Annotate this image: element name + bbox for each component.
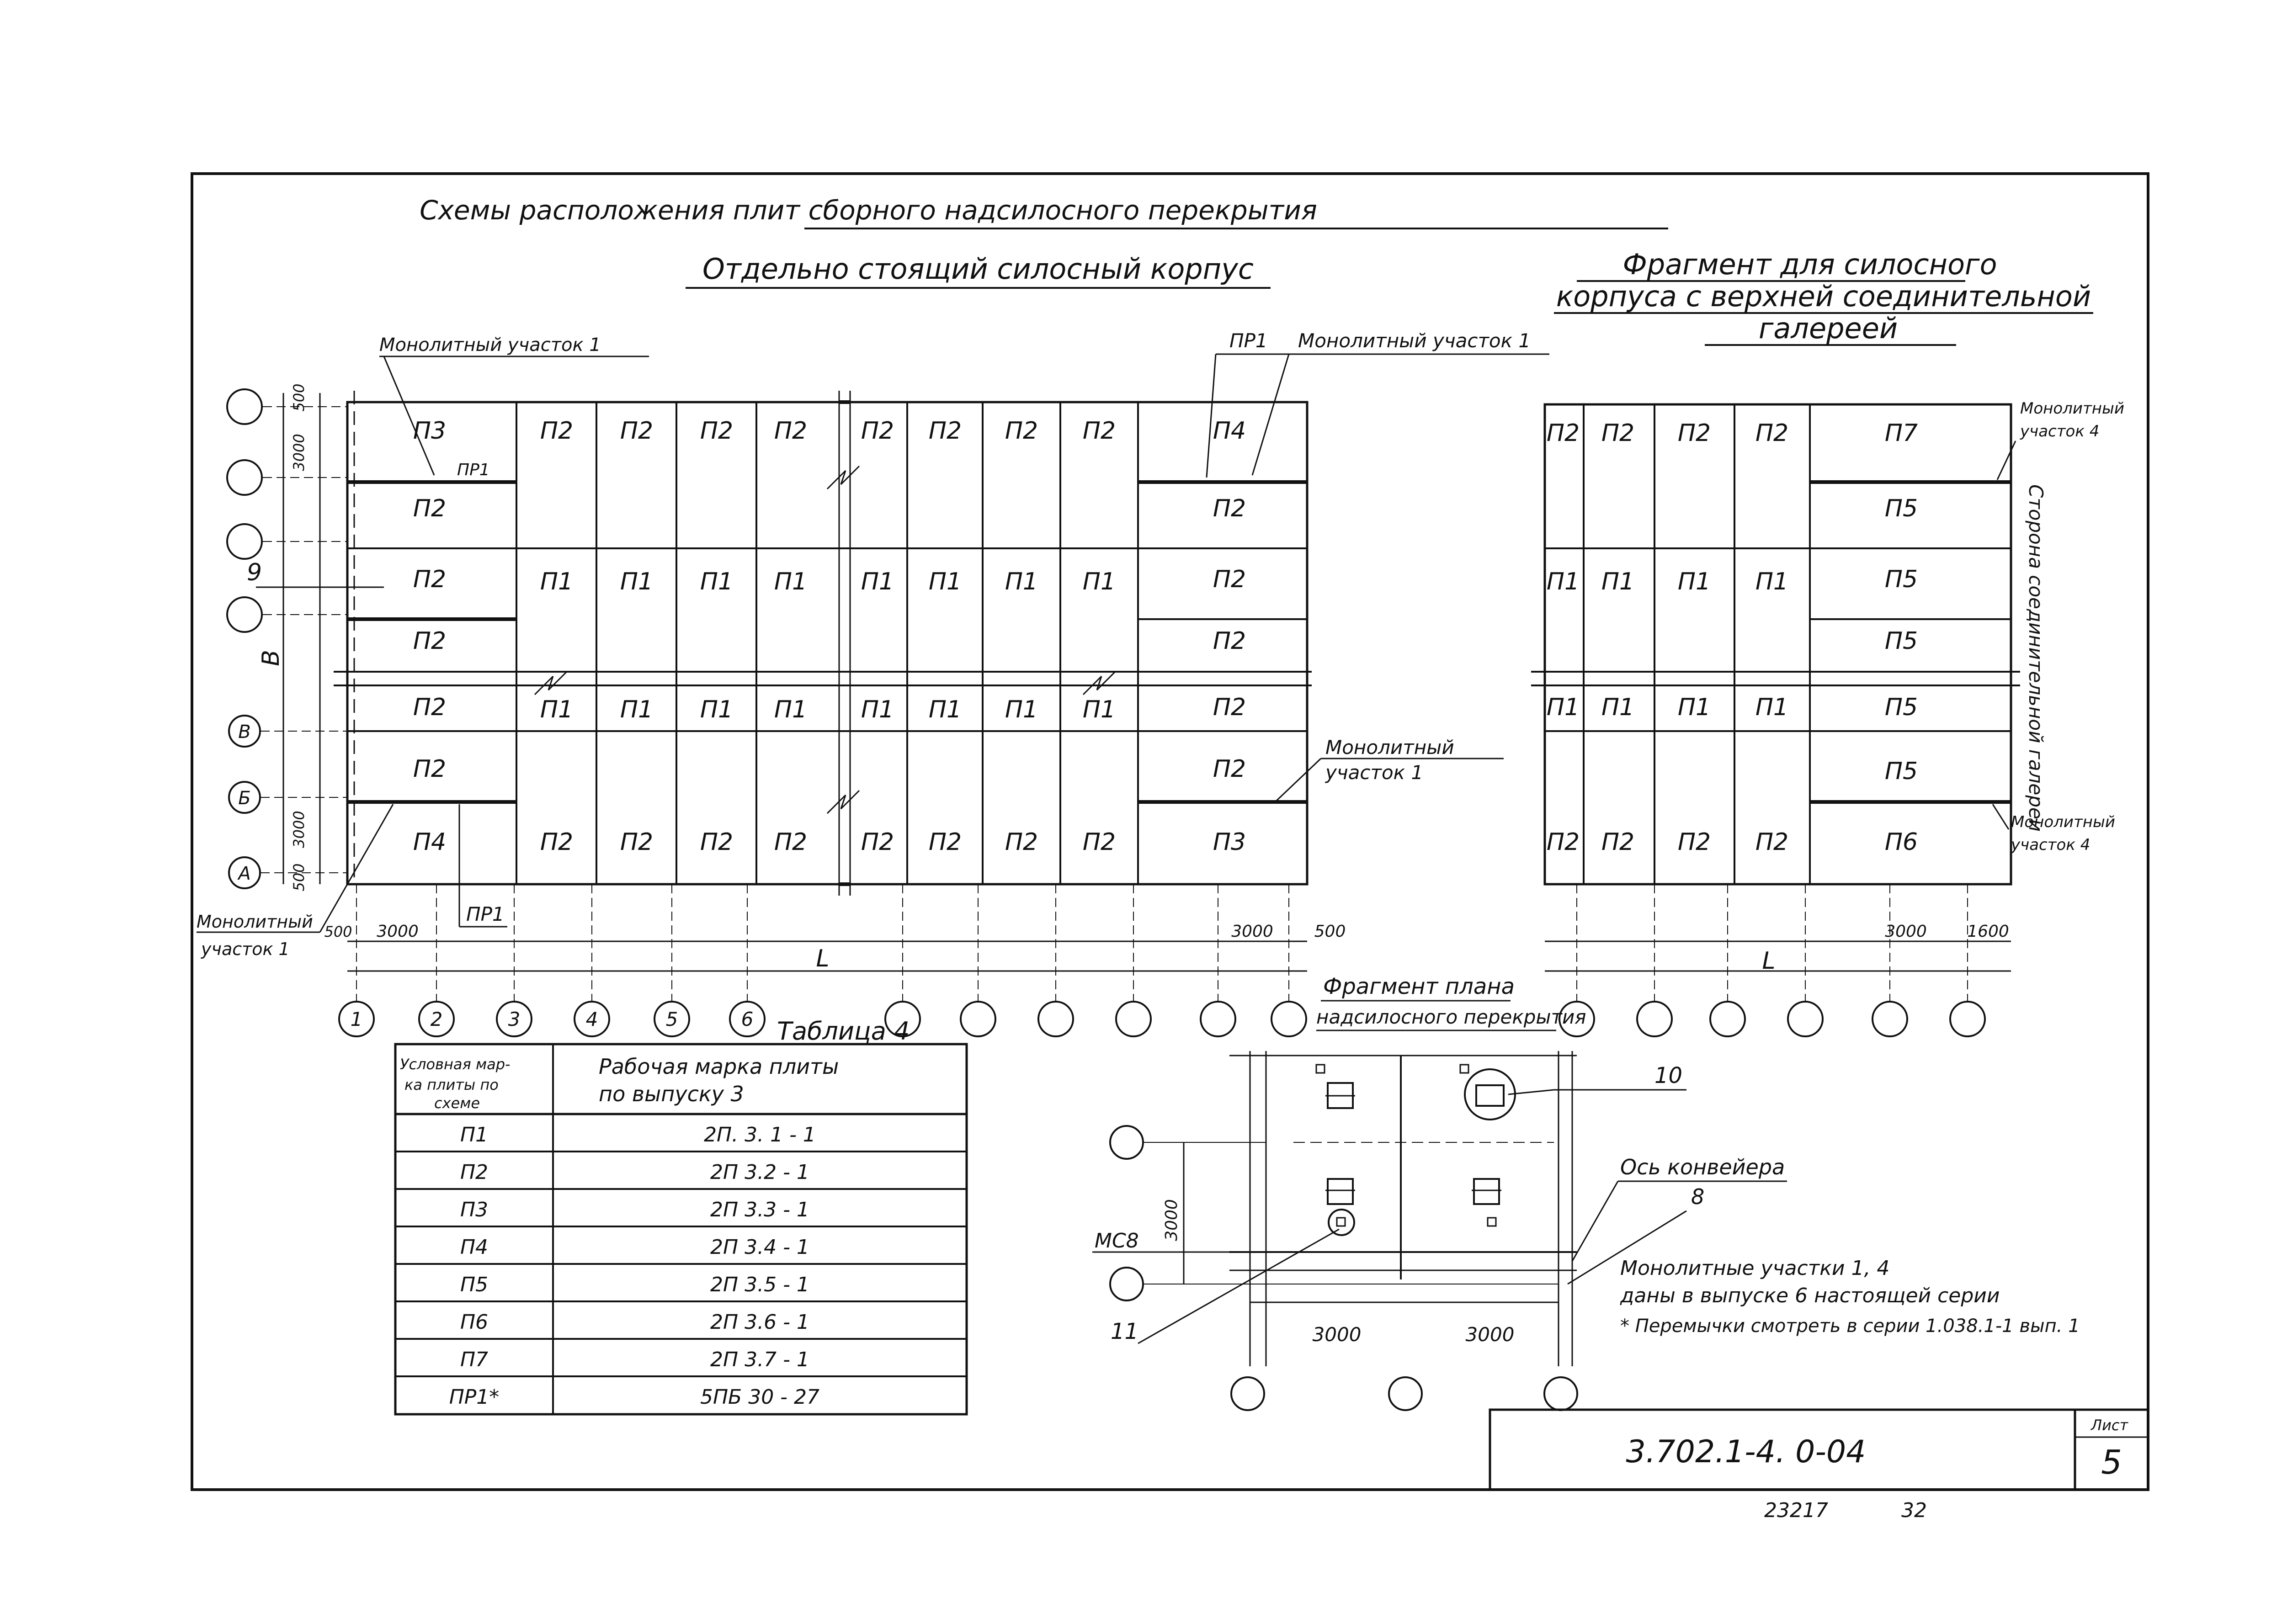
slab-label: П2 bbox=[1082, 828, 1116, 856]
table-cell-work: 2П 3.7 - 1 bbox=[710, 1348, 809, 1371]
axis-circle bbox=[1110, 1268, 1143, 1300]
axis-label: 2 bbox=[430, 1008, 443, 1030]
dim-bottom-right: 1600 bbox=[1967, 922, 2009, 941]
slab-label: П1 bbox=[1082, 568, 1116, 595]
slab-label: П1 bbox=[1546, 568, 1580, 595]
table-cell-work: 5ПБ 30 - 27 bbox=[700, 1385, 820, 1409]
slab-label: П1 bbox=[1601, 568, 1635, 595]
label-10: 10 bbox=[1654, 1063, 1683, 1088]
slab-label: П4 bbox=[413, 828, 447, 856]
slab-label: П5 bbox=[1884, 694, 1918, 721]
pr1-label: ПР1 bbox=[457, 461, 490, 479]
axis-circle bbox=[1110, 1126, 1143, 1159]
callout-monolith-4-top-2: участок 4 bbox=[2020, 422, 2100, 440]
axis-circle bbox=[1544, 1377, 1577, 1410]
axis-label: 3 bbox=[508, 1008, 521, 1030]
table-cell-work: 2П 3.5 - 1 bbox=[710, 1273, 809, 1296]
axis-circle bbox=[227, 524, 262, 559]
slab-label: П2 bbox=[861, 828, 894, 856]
table-cell-work: 2П 3.3 - 1 bbox=[710, 1198, 809, 1221]
right-plan-heading-line1: Фрагмент для силосного bbox=[1622, 248, 1997, 281]
axis-circle bbox=[227, 389, 262, 424]
table-cell-mark: ПР1* bbox=[449, 1385, 500, 1409]
label-L-left: L bbox=[816, 945, 830, 972]
table-header-col1: Условная мар- bbox=[400, 1056, 511, 1073]
axis-circle bbox=[1788, 1002, 1823, 1036]
footer-number: 23217 bbox=[1764, 1499, 1828, 1522]
label-8: 8 bbox=[1691, 1184, 1705, 1209]
axis-circle bbox=[1116, 1002, 1151, 1036]
note-line: * Перемычки смотреть в серии 1.038.1-1 вып. 1 bbox=[1620, 1316, 2080, 1337]
label-11: 11 bbox=[1111, 1319, 1139, 1344]
slab-label: П2 bbox=[1601, 419, 1635, 447]
callout-monolith-mid-right: Монолитный bbox=[1325, 736, 1454, 759]
axis-circle bbox=[1950, 1002, 1985, 1036]
slab-label: П2 bbox=[928, 417, 962, 445]
slab-label: П1 bbox=[700, 696, 734, 723]
slab-label: П4 bbox=[1213, 417, 1246, 445]
slab-label: П3 bbox=[1213, 828, 1246, 856]
table-cell-mark: П2 bbox=[460, 1161, 489, 1184]
drawing-code: 3.702.1-4. 0-04 bbox=[1626, 1434, 1866, 1470]
slab-label: П5 bbox=[1884, 566, 1918, 593]
dim-left: 500 bbox=[290, 383, 308, 412]
label-conveyor-axis: Ось конвейера bbox=[1620, 1155, 1785, 1179]
callout-monolith-bottom-left-2: участок 1 bbox=[201, 939, 290, 959]
note-line: даны в выпуске 6 настоящей серии bbox=[1620, 1284, 2000, 1307]
slab-label: П1 bbox=[774, 696, 808, 723]
axis-circle bbox=[227, 597, 262, 632]
slab-label: П2 bbox=[413, 495, 447, 522]
axis-circle bbox=[961, 1002, 995, 1036]
table-cell-mark: П4 bbox=[460, 1236, 489, 1259]
callout-monolith-mid-right-2: участок 1 bbox=[1325, 761, 1424, 784]
slab-label: П2 bbox=[620, 828, 654, 856]
slab-marks-table bbox=[395, 1017, 967, 1414]
axis-circle bbox=[1710, 1002, 1745, 1036]
table-cell-mark: П3 bbox=[460, 1198, 489, 1221]
table-header-col1: схеме bbox=[434, 1094, 480, 1112]
table-rows bbox=[395, 1123, 967, 1409]
slab-label: П7 bbox=[1884, 419, 1918, 447]
slab-label: П1 bbox=[1546, 694, 1580, 721]
slab-label: П2 bbox=[700, 417, 734, 445]
slab-label: П2 bbox=[774, 417, 808, 445]
dim-left: 3000 bbox=[290, 434, 308, 471]
slab-label: П1 bbox=[1082, 696, 1116, 723]
callout-monolith-top-left: Монолитный участок 1 bbox=[379, 334, 601, 356]
slab-label: П2 bbox=[1601, 828, 1635, 856]
axis-circle bbox=[1389, 1377, 1422, 1410]
gallery-side-label: Сторона соединительной галереи bbox=[2025, 484, 2047, 832]
slab-label: П3 bbox=[413, 417, 447, 445]
dim-bottom: 500 bbox=[324, 923, 352, 940]
sheet-label: Лист bbox=[2091, 1417, 2128, 1434]
callout-monolith-top-right: Монолитный участок 1 bbox=[1298, 329, 1531, 352]
slab-label: П2 bbox=[1213, 627, 1246, 655]
plan-fragment bbox=[1092, 974, 1787, 1410]
slab-label: П1 bbox=[774, 568, 808, 595]
notes bbox=[1620, 1257, 2080, 1337]
right-plan-heading-line2: корпуса с верхней соединительной bbox=[1556, 280, 2091, 313]
slab-label: П2 bbox=[774, 828, 808, 856]
slab-label: П2 bbox=[1677, 419, 1711, 447]
table-header-col2: Рабочая марка плиты bbox=[599, 1054, 839, 1079]
callout-monolith-4-bottom-2: участок 4 bbox=[2011, 836, 2091, 854]
slab-label: П2 bbox=[620, 417, 654, 445]
footer-page: 32 bbox=[1901, 1499, 1927, 1522]
callout-monolith-4-top: Монолитный bbox=[2020, 399, 2124, 418]
slab-label: П2 bbox=[1005, 828, 1038, 856]
slab-label: П1 bbox=[1755, 694, 1789, 721]
slab-label: П1 bbox=[700, 568, 734, 595]
slab-label: П1 bbox=[1677, 568, 1711, 595]
axis-circle bbox=[1271, 1002, 1306, 1036]
table-caption: Таблица 4 bbox=[777, 1017, 910, 1046]
slab-label: П1 bbox=[928, 568, 962, 595]
title-block bbox=[1490, 1410, 2148, 1490]
label-b-span: В bbox=[257, 650, 285, 666]
axis-circle bbox=[1231, 1377, 1264, 1410]
slab-label: П5 bbox=[1884, 495, 1918, 522]
slab-label: П2 bbox=[1082, 417, 1116, 445]
right-plan-heading-line3: галереей bbox=[1758, 312, 1898, 345]
table-cell-work: 2П 3.4 - 1 bbox=[710, 1236, 809, 1259]
slab-label: П6 bbox=[1884, 828, 1918, 856]
axis-circle bbox=[227, 460, 262, 495]
slab-label: П2 bbox=[1005, 417, 1038, 445]
axis-label: 5 bbox=[665, 1008, 678, 1030]
left-plan bbox=[197, 329, 1549, 1036]
fragment-dim-h: 3000 bbox=[1312, 1323, 1362, 1346]
dim-left: 3000 bbox=[290, 811, 308, 848]
callout-monolith-4-bottom: Монолитный bbox=[2011, 813, 2115, 831]
slab-label: П2 bbox=[1546, 419, 1580, 447]
slab-label: П1 bbox=[861, 696, 894, 723]
slab-label: П1 bbox=[620, 696, 654, 723]
axis-circle bbox=[1038, 1002, 1073, 1036]
table-header-col1: ка плиты по bbox=[404, 1076, 499, 1093]
pr1-bottom-label: ПР1 bbox=[466, 903, 505, 925]
table-cell-mark: П1 bbox=[460, 1123, 489, 1146]
axis-label: В bbox=[238, 722, 251, 743]
label-9: 9 bbox=[247, 559, 262, 586]
axis-label: А bbox=[238, 863, 251, 884]
axis-label: 6 bbox=[741, 1008, 754, 1030]
slab-label: П1 bbox=[928, 696, 962, 723]
slab-label: П1 bbox=[540, 696, 574, 723]
slab-label: П5 bbox=[1884, 627, 1918, 655]
slab-label: П2 bbox=[413, 694, 447, 721]
slab-label: П2 bbox=[413, 755, 447, 783]
callout-monolith-bottom-left: Монолитный bbox=[197, 912, 313, 932]
axis-label: 4 bbox=[585, 1008, 598, 1030]
table-cell-work: 2П 3.2 - 1 bbox=[710, 1161, 809, 1184]
slab-label: П2 bbox=[700, 828, 734, 856]
slab-label: П1 bbox=[861, 568, 894, 595]
left-plan-heading: Отдельно стоящий силосный корпус bbox=[702, 252, 1254, 286]
slab-label: П1 bbox=[1005, 696, 1038, 723]
slab-label: П2 bbox=[1546, 828, 1580, 856]
axis-label: Б bbox=[238, 788, 251, 809]
table-cell-mark: П7 bbox=[460, 1348, 489, 1371]
slab-label: П2 bbox=[413, 627, 447, 655]
dim-left: 500 bbox=[290, 863, 308, 892]
fragment-dim-h: 3000 bbox=[1465, 1323, 1515, 1346]
axis-circle bbox=[1637, 1002, 1672, 1036]
dim-bottom: 500 bbox=[1314, 922, 1346, 941]
slab-label: П1 bbox=[620, 568, 654, 595]
slab-label: П2 bbox=[1755, 419, 1789, 447]
dim-bottom: 3000 bbox=[377, 922, 419, 941]
label-mc8: МС8 bbox=[1095, 1229, 1139, 1252]
slab-label: П1 bbox=[1755, 568, 1789, 595]
slab-label: П1 bbox=[540, 568, 574, 595]
right-plan bbox=[1531, 399, 2124, 1036]
slab-label: П2 bbox=[861, 417, 894, 445]
slab-label: П2 bbox=[1213, 566, 1246, 593]
axis-label: 1 bbox=[350, 1008, 363, 1030]
note-line: Монолитные участки 1, 4 bbox=[1620, 1257, 1890, 1280]
left-axis-markers bbox=[227, 389, 347, 888]
dim-bottom-right: 3000 bbox=[1885, 922, 1927, 941]
slab-label: П2 bbox=[1755, 828, 1789, 856]
slab-label: П2 bbox=[540, 417, 574, 445]
table-cell-mark: П6 bbox=[460, 1311, 489, 1334]
slab-label: П2 bbox=[1677, 828, 1711, 856]
axis-circle bbox=[1201, 1002, 1235, 1036]
table-cell-mark: П5 bbox=[460, 1273, 489, 1296]
fragment-dim-vertical: 3000 bbox=[1162, 1199, 1181, 1241]
sheet-number: 5 bbox=[2101, 1443, 2122, 1481]
slab-label: П2 bbox=[1213, 694, 1246, 721]
table-cell-work: 2П. 3. 1 - 1 bbox=[704, 1123, 816, 1146]
fragment-heading: Фрагмент плана bbox=[1323, 974, 1515, 999]
callout-pr1-top-right: ПР1 bbox=[1229, 329, 1268, 352]
fragment-heading-2: надсилосного перекрытия bbox=[1316, 1006, 1586, 1028]
table-cell-work: 2П 3.6 - 1 bbox=[710, 1311, 809, 1334]
sheet-title: Схемы расположения плит сборного надсилосного перекрытия bbox=[420, 195, 1317, 226]
slab-label: П2 bbox=[1213, 755, 1246, 783]
slab-label: П1 bbox=[1005, 568, 1038, 595]
dim-bottom: 3000 bbox=[1231, 922, 1273, 941]
table-header-col2: по выпуску 3 bbox=[599, 1082, 744, 1106]
slab-label: П2 bbox=[413, 566, 447, 593]
slab-label: П5 bbox=[1884, 758, 1918, 785]
slab-label: П2 bbox=[928, 828, 962, 856]
slab-label: П1 bbox=[1677, 694, 1711, 721]
label-L-right: L bbox=[1762, 947, 1776, 975]
slab-label: П2 bbox=[1213, 495, 1246, 522]
slab-label: П1 bbox=[1601, 694, 1635, 721]
axis-circle bbox=[1872, 1002, 1907, 1036]
slab-label: П2 bbox=[540, 828, 574, 856]
